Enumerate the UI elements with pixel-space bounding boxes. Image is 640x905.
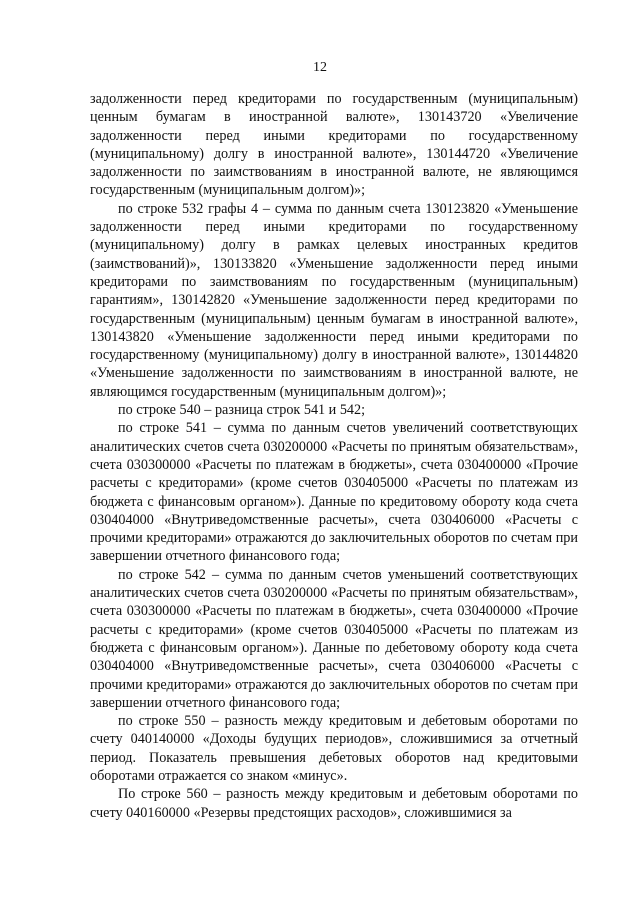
paragraph-line-532: по строке 532 графы 4 – сумма по данным счета 130123820 «Уменьшение задолженности перед иными кредиторами по государственному (муниципальному) долгу в рамках целевых иностранных кредитов (заимствований)», 130133820 «Уменьшение задолженности перед иными кредиторами по заимствованиям по государственным (муниципальным) гарантиям», 130142820 «Уменьшение задолженности перед кредиторами по государственным (муниципальным) ценным бумагам в иностранной валюте», 130143820 «Уменьшение задолженности перед иными кредиторами по государственному (муниципальному) долгу в иностранной валюте», 130144820 «Уменьшение задолженности по заимствованиям в иностранной валюте, не являющимся государственным (муниципальным долгом)»;: [90, 200, 578, 400]
page-number: 12: [313, 60, 327, 75]
paragraph-continuation: задолженности перед кредиторами по государственным (муниципальным) ценным бумагам в иностранной валюте», 130143720 «Увеличение задолженности перед иными кредиторами по государственному (муниципальному) долгу в иностранной валюте», 130144720 «Увеличение задолженности по заимствованиям в иностранной валюте, не являющимся государственным (муниципальным долгом)»;: [90, 91, 578, 199]
paragraph-line-542: по строке 542 – сумма по данным счетов уменьшений соответствующих аналитических счетов счета 030200000 «Расчеты по принятым обязательствам», счета 030300000 «Расчеты по платежам в бюджеты», счета 030400000 «Прочие расчеты с кредиторами» (кроме счетов 030405000 «Расчеты по платежам из бюджета с финансовым органом»). Данные по дебетовому обороту кода счета 030404000 «Внутриведомственные расчеты», счета 030406000 «Расчеты с прочими кредиторами» отражаются до заключительных оборотов по счетам при завершении отчетного финансового года;: [90, 566, 578, 711]
paragraph-line-540: по строке 540 – разница строк 541 и 542;: [118, 402, 366, 419]
paragraph-line-541: по строке 541 – сумма по данным счетов увеличений соответствующих аналитических счетов счета 030200000 «Расчеты по принятым обязательствам», счета 030300000 «Расчеты по платежам в бюджеты», счета 030400000 «Прочие расчеты с кредиторами» (кроме счетов 030405000 «Расчеты по платежам из бюджета с финансовым органом»). Данные по кредитовому обороту кода счета 030404000 «Внутриведомственные расчеты», счета 030406000 «Расчеты с прочими кредиторами» отражаются до заключительных оборотов по счетам при завершении отчетного финансового года;: [90, 420, 578, 565]
paragraph-line-550: по строке 550 – разность между кредитовым и дебетовым оборотами по счету 040140000 «Доходы будущих периодов», сложившимися за отчетный период. Показатель превышения дебетовых оборотов над кредитовыми оборотами отражается со знаком «минус».: [90, 713, 578, 784]
paragraph-line-560: По строке 560 – разность между кредитовым и дебетовым оборотами по счету 040160000 «Резервы предстоящих расходов», сложившимися за: [90, 786, 578, 821]
document-body: [90, 90, 578, 822]
